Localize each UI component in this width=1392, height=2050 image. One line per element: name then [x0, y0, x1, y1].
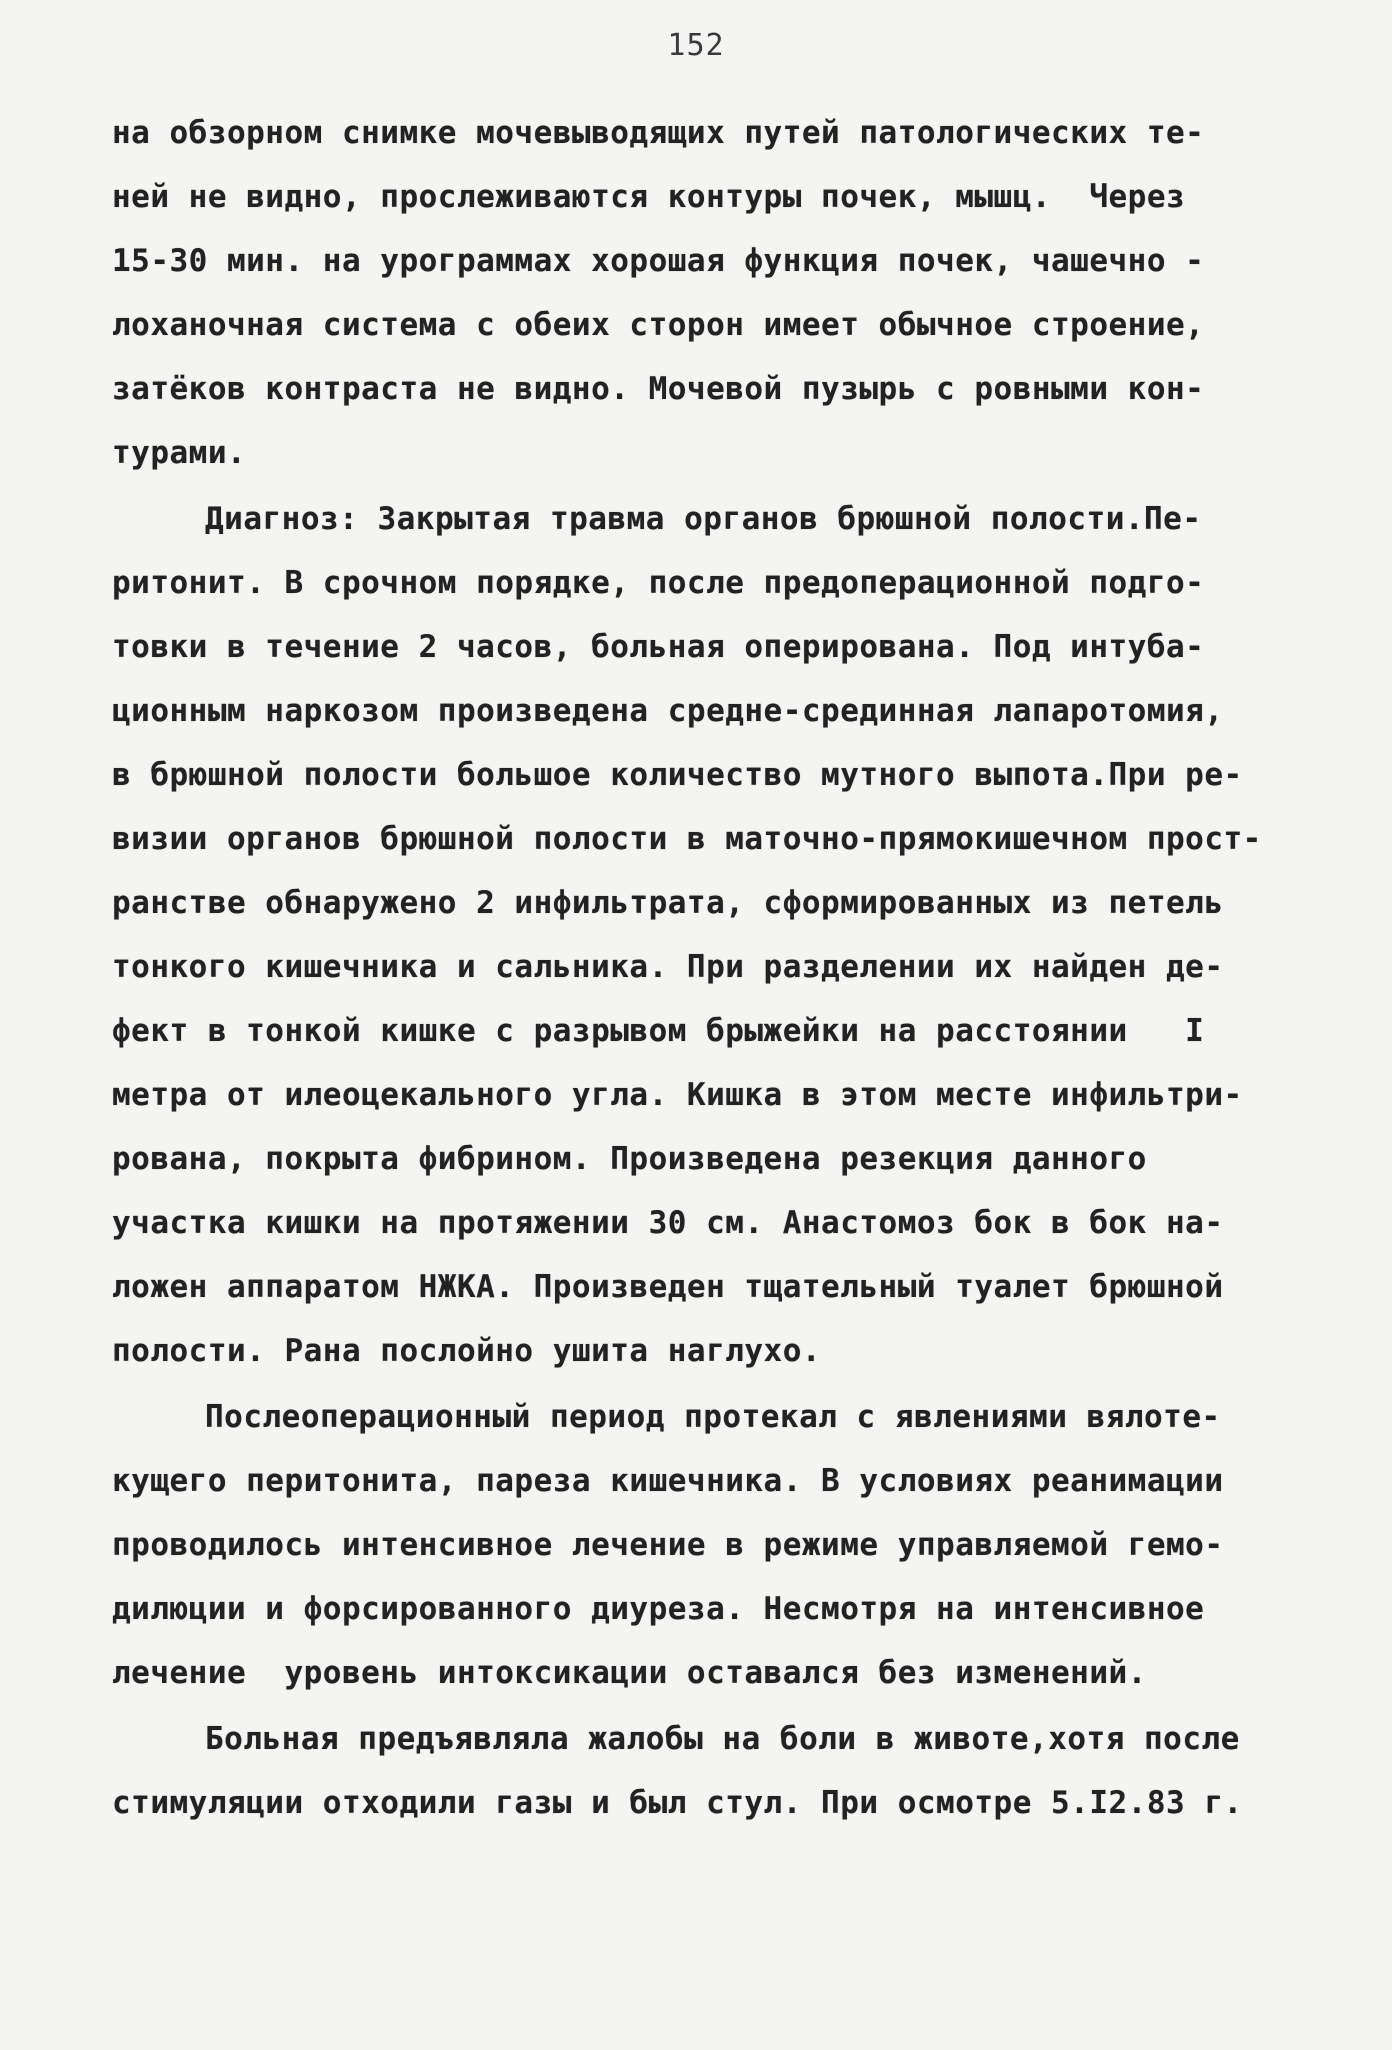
text-line: турами. — [112, 435, 247, 471]
text-line: затёков контраста не видно. Мочевой пузырь с ровными кон- — [112, 371, 1205, 407]
text-line: фект в тонкой кишке с разрывом брыжейки на расстоянии I — [112, 1013, 1205, 1049]
text-line: товки в течение 2 часов, больная оперирована. Под интуба- — [112, 629, 1205, 665]
text-line: дилюции и форсированного диуреза. Несмотря на интенсивное — [112, 1591, 1205, 1627]
text-line: полости. Рана послойно ушита наглухо. — [112, 1333, 822, 1369]
text-line: метра от илеоцекального угла. Кишка в этом месте инфильтри- — [112, 1077, 1243, 1113]
text-line: ложен аппаратом НЖКА. Произведен тщательный туалет брюшной — [112, 1269, 1224, 1305]
paragraph-first-line: Диагноз: Закрытая травма органов брюшной полости.Пе- — [205, 501, 1202, 537]
text-line: на обзорном снимке мочевыводящих путей патологических те- — [112, 115, 1205, 151]
text-line: лоханочная система с обеих сторон имеет обычное строение, — [112, 307, 1205, 343]
text-line: ранстве обнаружено 2 инфильтрата, сформированных из петель — [112, 885, 1224, 921]
text-line: в брюшной полости большое количество мутного выпота.При ре- — [112, 757, 1243, 793]
text-line: стимуляции отходили газы и был стул. При осмотре 5.I2.83 г. — [112, 1785, 1243, 1821]
text-line: тонкого кишечника и сальника. При разделении их найден де- — [112, 949, 1224, 985]
text-line: ней не видно, прослеживаются контуры почек, мышц. Через — [112, 179, 1186, 215]
text-line: ционным наркозом произведена средне-срединная лапаротомия, — [112, 693, 1224, 729]
text-line: ритонит. В срочном порядке, после предоперационной подго- — [112, 565, 1205, 601]
paragraph-first-line: Послеоперационный период протекал с явлениями вялоте- — [205, 1399, 1221, 1435]
text-line: проводилось интенсивное лечение в режиме управляемой гемо- — [112, 1527, 1224, 1563]
text-line: лечение уровень интоксикации оставался без изменений. — [112, 1655, 1147, 1691]
text-line: визии органов брюшной полости в маточно-прямокишечном прост- — [112, 821, 1262, 857]
text-line: рована, покрыта фибрином. Произведена резекция данного — [112, 1141, 1147, 1177]
paragraph-first-line: Больная предъявляла жалобы на боли в животе,хотя после — [205, 1721, 1240, 1757]
text-line: кущего перитонита, пареза кишечника. В условиях реанимации — [112, 1463, 1224, 1499]
page-number: 152 — [667, 28, 725, 63]
text-line: участка кишки на протяжении 30 см. Анастомоз бок в бок на- — [112, 1205, 1224, 1241]
text-line: 15-30 мин. на урограммах хорошая функция почек, чашечно - — [112, 243, 1205, 279]
